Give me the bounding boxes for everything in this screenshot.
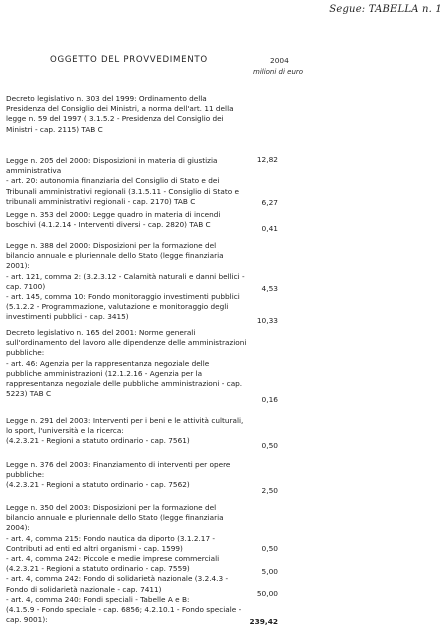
provision-text-line: - art. 46: Agenzia per la rappresentanza negoziale delle xyxy=(6,358,210,368)
provision-text-line: amministrativa xyxy=(6,166,62,176)
provision-entry xyxy=(6,460,242,491)
provision-text-line: Decreto legislativo n. 165 del 2001: Norme generali xyxy=(6,328,196,337)
amount-value-total: 239,42 xyxy=(249,617,278,626)
column-header-title: OGGETTO DEL PROVVEDIMENTO xyxy=(50,55,208,65)
provision-text-line: - art. 145, comma 10: Fondo monitoraggio investimenti pubblici xyxy=(6,292,240,302)
amount-value: 0,50 xyxy=(261,544,278,553)
provision-entry xyxy=(6,416,242,447)
provision-text-line: bilancio annuale e pluriennale dello Stato (legge finanziaria xyxy=(6,513,224,523)
provision-text-line: boschivi (4.1.2.14 - Interventi diversi - cap. 2820) TAB C xyxy=(6,220,211,230)
provision-text-line: (4.2.3.21 - Regioni a statuto ordinario - cap. 7559) xyxy=(6,564,190,574)
provision-text-line: pubbliche: xyxy=(6,470,45,480)
provision-text-line: Legge n. 205 del 2000: Disposizioni in materia di giustizia xyxy=(6,156,218,165)
provision-text-line: - art. 4, comma 242: Piccole e medie imprese commerciali xyxy=(6,554,220,564)
amount-value: 2,50 xyxy=(261,486,278,495)
provision-text-line: cap. 9001): xyxy=(6,615,48,625)
provision-text-line: pubbliche amministrazioni (12.1.2.16 - Agenzia per la xyxy=(6,368,203,378)
provision-text-line: lo sport, l'università e la ricerca: xyxy=(6,426,124,436)
provision-text-line: Presidenza del Consiglio dei Ministri, a norma dell'art. 11 della xyxy=(6,104,234,114)
provision-text-line: (4.1.5.9 - Fondo speciale - cap. 6856; 4.2.10.1 - Fondo speciale - xyxy=(6,605,242,615)
provision-entry xyxy=(6,210,242,230)
provision-entry xyxy=(6,156,242,207)
provision-entry xyxy=(6,503,242,625)
provision-text-line: Legge n. 350 del 2003: Disposizioni per la formazione del xyxy=(6,503,217,512)
provision-text-line: sull'ordinamento del lavoro alle dipendenze delle amministrazioni xyxy=(6,338,247,348)
provision-text-line: Legge n. 388 del 2000: Disposizioni per la formazione del xyxy=(6,241,217,250)
provision-text-line: rappresentanza negoziale delle pubbliche amministrazioni - cap. xyxy=(6,379,243,389)
provision-text-line: Legge n. 291 del 2003: Interventi per i beni e le attività culturali, xyxy=(6,416,244,425)
provision-text-line: legge n. 59 del 1997 ( 3.1.5.2 - Presidenza del Consiglio dei xyxy=(6,114,224,124)
provision-text-line: 2001): xyxy=(6,261,30,271)
provision-text-line: tribunali amministrativi regionali - cap. 2170) TAB C xyxy=(6,196,196,206)
provision-entry xyxy=(6,94,242,135)
provision-text-line: Decreto legislativo n. 303 del 1999: Ordinamento della xyxy=(6,94,207,103)
provision-text-line: Ministri - cap. 2115) TAB C xyxy=(6,124,103,134)
provision-text-line: 2004): xyxy=(6,523,30,533)
amount-value: 10,33 xyxy=(256,316,278,325)
provision-text-line: Tribunali amministrativi regionali (3.1.5.11 - Consiglio di Stato e xyxy=(6,186,239,196)
column-header-unit: milioni di euro xyxy=(253,68,304,76)
amount-value: 4,53 xyxy=(261,284,278,293)
amount-value: 0,41 xyxy=(261,224,278,233)
amount-value: 5,00 xyxy=(261,567,278,576)
provision-text-line: (5.1.2.2 - Programmazione, valutazione e monitoraggio degli xyxy=(6,302,229,312)
provision-text-line: Contributi ad enti ed altri organismi - cap. 1599) xyxy=(6,543,183,553)
provision-text-line: - art. 4, comma 215: Fondo nautica da diporto (3.1.2.17 - xyxy=(6,533,216,543)
provision-text-line: Legge n. 353 del 2000: Legge quadro in materia di incendi xyxy=(6,210,221,219)
amount-value: 6,27 xyxy=(261,198,278,207)
handwritten-annotation: Segue: TABELLA n. 1 xyxy=(329,4,442,15)
provision-text-line: 5223) TAB C xyxy=(6,389,52,399)
provision-text-line: investimenti pubblici - cap. 3415) xyxy=(6,312,129,322)
provision-text-line: pubbliche: xyxy=(6,348,45,358)
provision-text-line: Fondo di solidarietà nazionale - cap. 7411) xyxy=(6,584,162,594)
amount-value: 0,50 xyxy=(261,441,278,450)
provision-text-line: - art. 121, comma 2: (3.2.3.12 - Calamità naturali e danni bellici - xyxy=(6,271,245,281)
provision-entry xyxy=(6,328,247,399)
provision-text-line: Legge n. 376 del 2003: Finanziamento di interventi per opere xyxy=(6,460,231,469)
column-header-year: 2004 xyxy=(270,56,289,65)
provision-entry xyxy=(6,241,245,323)
provision-text-line: - art. 4, comma 242: Fondo di solidarietà nazionale (3.2.4.3 - xyxy=(6,574,229,584)
amount-value: 50,00 xyxy=(256,589,278,598)
provision-text-line: bilancio annuale e pluriennale dello Stato (legge finanziaria xyxy=(6,251,224,261)
provision-text-line: - art. 20: autonomia finanziaria del Consiglio di Stato e dei xyxy=(6,176,220,186)
amount-value: 0,16 xyxy=(261,395,278,404)
provision-text-line: (4.2.3.21 - Regioni a statuto ordinario - cap. 7562) xyxy=(6,480,190,490)
provision-text-line: - art. 4, comma 240: Fondi speciali - Tabelle A e B: xyxy=(6,594,190,604)
amount-value: 12,82 xyxy=(256,155,278,164)
provision-text-line: cap. 7100) xyxy=(6,281,46,291)
provision-text-line: (4.2.3.21 - Regioni a statuto ordinario - cap. 7561) xyxy=(6,436,190,446)
